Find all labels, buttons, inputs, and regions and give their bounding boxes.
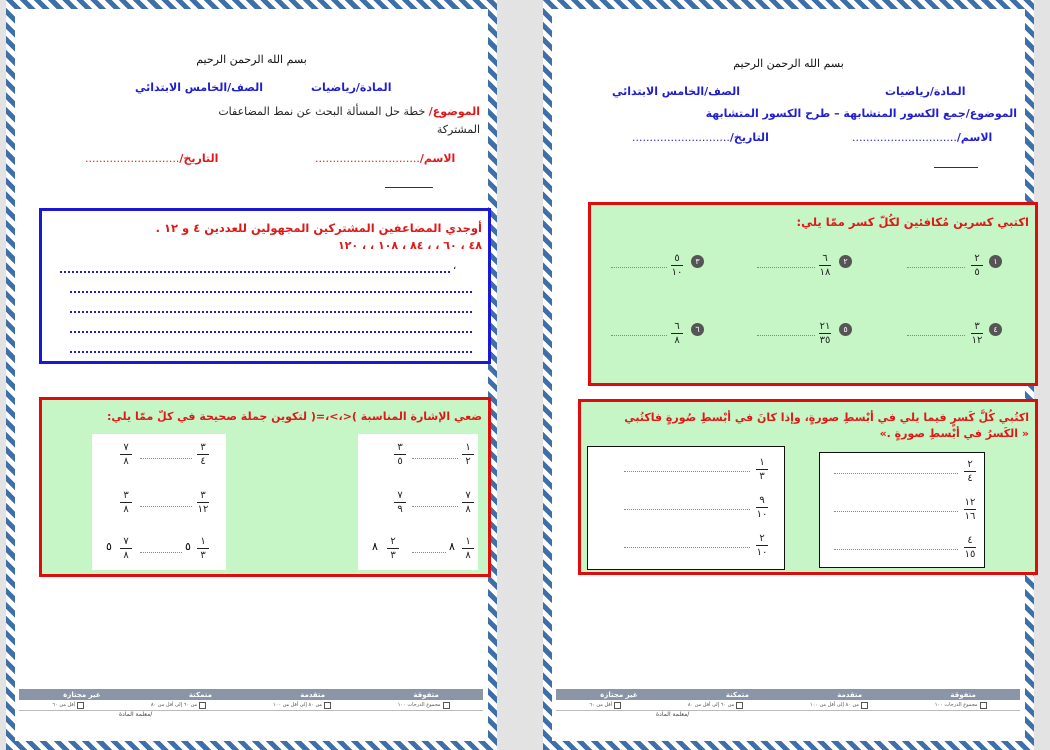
answer-blank[interactable]	[757, 335, 815, 336]
number-badge: ٢	[839, 255, 852, 268]
answer-blank[interactable]	[834, 549, 958, 550]
whole-number: ٨	[372, 540, 378, 553]
grade-range[interactable]: من ٨٠ إلى أقل من ١٠٠	[810, 702, 868, 709]
fraction: ٧ ٨	[120, 536, 132, 561]
sequence-values: ٤٨ ، ٦٠ ، ، ٨٤ ، ١٠٨ ، ،	[361, 239, 482, 252]
fraction: ٣ ١٢	[197, 490, 209, 515]
date-label: التاريخ/	[729, 131, 769, 144]
question-1-title: اكتبي كسرين مُكافئين لكُلّ كسر ممّا يلي:	[796, 215, 1029, 229]
name-field[interactable]	[852, 131, 992, 144]
date-dots: ...........................	[85, 152, 180, 165]
fraction: ٣ ٨	[120, 490, 132, 515]
date-dots: ............................	[632, 131, 730, 144]
subject-label: المادة/رياضيات	[311, 81, 392, 94]
fraction: ٣ ١٢	[971, 321, 983, 346]
compare-blank[interactable]	[140, 458, 192, 459]
compare-blank[interactable]	[140, 506, 192, 507]
grading-footer	[19, 689, 483, 721]
teacher-signature: معلمة المادة/	[656, 711, 690, 718]
multiples-sequence	[338, 239, 482, 252]
fraction: ٦ ١٨	[819, 253, 831, 278]
whole-number: ٨	[449, 540, 455, 553]
answer-blank[interactable]	[834, 473, 958, 474]
grade-range[interactable]: مجموع الدرجات ١٠٠	[398, 702, 450, 709]
answer-blank[interactable]	[624, 509, 750, 510]
answer-blank[interactable]	[624, 547, 750, 548]
answer-blank[interactable]	[907, 335, 965, 336]
answer-line-1[interactable]	[60, 271, 450, 273]
grade-ranges	[19, 700, 483, 711]
date-field[interactable]	[632, 131, 769, 144]
question-2-box	[39, 397, 491, 577]
fraction: ٧ ٨	[120, 442, 132, 467]
grade-range[interactable]: أقل من ٦٠	[589, 702, 621, 709]
fraction: ٢١ ٣٥	[819, 321, 831, 346]
answer-blank[interactable]	[757, 267, 815, 268]
fraction: ١ ٣	[756, 457, 768, 482]
number-badge: ٣	[691, 255, 704, 268]
basmala: بسم الله الرحمن الرحيم	[733, 57, 844, 70]
grade-label: الصف/الخامس الابتدائي	[612, 85, 740, 98]
whole-number: ٥	[106, 540, 112, 553]
name-label: الاسم/	[419, 152, 456, 165]
fraction: ٢ ٣	[387, 536, 399, 561]
question-1-box	[39, 208, 491, 364]
compare-blank[interactable]	[412, 458, 458, 459]
fraction: ٤ ١٥	[964, 535, 976, 560]
fraction: ٣ ٥	[394, 442, 406, 467]
fraction: ٣ ٤	[197, 442, 209, 467]
question-1-title: أوجدي المضاعفين المشتركين المجهولين للعددين ٤ و ١٢ .	[155, 221, 482, 235]
name-field[interactable]	[315, 152, 455, 165]
fraction: ٦ ٨	[671, 321, 683, 346]
worksheet-page-left	[6, 0, 497, 750]
topic-label: الموضوع/	[965, 107, 1017, 120]
name-dots: ..............................	[315, 152, 420, 165]
date-label: التاريخ/	[179, 152, 219, 165]
number-badge: ٥	[839, 323, 852, 336]
answer-line-5[interactable]	[70, 351, 472, 353]
equiv-grid	[601, 239, 1021, 371]
question-1-box	[588, 202, 1038, 386]
basmala: بسم الله الرحمن الرحيم	[196, 53, 307, 66]
topic-text: جمع الكسور المتشابهة – طرح الكسور المتشابهة	[705, 107, 966, 120]
fraction: ٢ ٥	[971, 253, 983, 278]
answer-line-3[interactable]	[70, 311, 472, 313]
date-field[interactable]	[85, 152, 218, 165]
answer-line-2[interactable]	[70, 291, 472, 293]
fraction: ٢ ١٠	[756, 533, 768, 558]
question-2-title: ضعي الإشارة المناسبة )<،>،=( لتكوين جملة صحيحة في كلّ ممّا يلي:	[107, 410, 482, 423]
name-label: الاسم/	[956, 131, 993, 144]
grade-range[interactable]: من ٦٠ إلى أقل من ٨٠	[688, 702, 743, 709]
grade-range[interactable]: من ٦٠ إلى أقل من ٨٠	[151, 702, 206, 709]
page-gutter	[497, 0, 543, 750]
grade-range[interactable]: من ٨٠ إلى أقل من ١٠٠	[273, 702, 331, 709]
divider	[385, 187, 433, 188]
answer-line-4[interactable]	[70, 331, 472, 333]
compare-blank[interactable]	[412, 506, 458, 507]
subject-label: المادة/رياضيات	[885, 85, 966, 98]
question-2-box	[578, 399, 1038, 575]
teacher-signature: معلمة المادة/	[119, 711, 153, 718]
answer-blank[interactable]	[611, 267, 667, 268]
grade-levels: متفوقة متقدمة متمكنة غير مجتازة	[556, 689, 1020, 700]
answer-blank[interactable]	[907, 267, 965, 268]
whole-number: ٥	[185, 540, 191, 553]
fraction: ٢ ٤	[964, 459, 976, 484]
answer-blank[interactable]	[834, 511, 958, 512]
topic-text-line2: المشتركة	[436, 123, 480, 136]
fraction: ١ ٨	[462, 536, 474, 561]
sequence-last: ١٢٠	[337, 239, 359, 252]
worksheet-page-right	[543, 0, 1034, 750]
compare-blank[interactable]	[412, 552, 446, 553]
fraction: ٥ ١٠	[671, 253, 683, 278]
answer-blank[interactable]	[624, 471, 750, 472]
fraction: ١٢ ١٦	[964, 497, 976, 522]
grade-range[interactable]: مجموع الدرجات ١٠٠	[935, 702, 987, 709]
name-dots: ..............................	[852, 131, 957, 144]
number-badge: ٦	[691, 323, 704, 336]
answer-blank[interactable]	[611, 335, 667, 336]
grading-footer	[556, 689, 1020, 721]
number-badge: ١	[989, 255, 1002, 268]
grade-levels: متفوقة متقدمة متمكنة غير مجتازة	[19, 689, 483, 700]
fraction: ٧ ٩	[394, 490, 406, 515]
compare-blank[interactable]	[140, 552, 182, 553]
topic-text: خطة حل المسألة البحث عن نمط المضاعفات	[218, 105, 426, 118]
fraction: ١ ٣	[197, 536, 209, 561]
question-2-title: اكتُبي كُلَّ كَسرٍ فيما يلي في أبْسطِ صورةٍ، وإذا كانَ في أبْسطِ صُورةٍ فاكتُبي « الكَسرُ في أبْسطِ صورةٍ .»	[624, 411, 1029, 440]
divider	[934, 167, 978, 168]
fraction: ١ ٢	[462, 442, 474, 467]
topic-label: الموضوع/	[428, 105, 480, 118]
fraction: ٧ ٨	[462, 490, 474, 515]
answer-comma: ،	[453, 261, 457, 272]
fraction: ٩ ١٠	[756, 495, 768, 520]
number-badge: ٤	[989, 323, 1002, 336]
grade-ranges	[556, 700, 1020, 711]
simplify-box-left	[587, 446, 785, 570]
grade-range[interactable]: أقل من ٦٠	[52, 702, 84, 709]
grade-label: الصف/الخامس الابتدائي	[135, 81, 263, 94]
topic-line	[100, 103, 480, 139]
topic-line	[657, 107, 1017, 120]
simplify-box-right	[819, 452, 985, 568]
